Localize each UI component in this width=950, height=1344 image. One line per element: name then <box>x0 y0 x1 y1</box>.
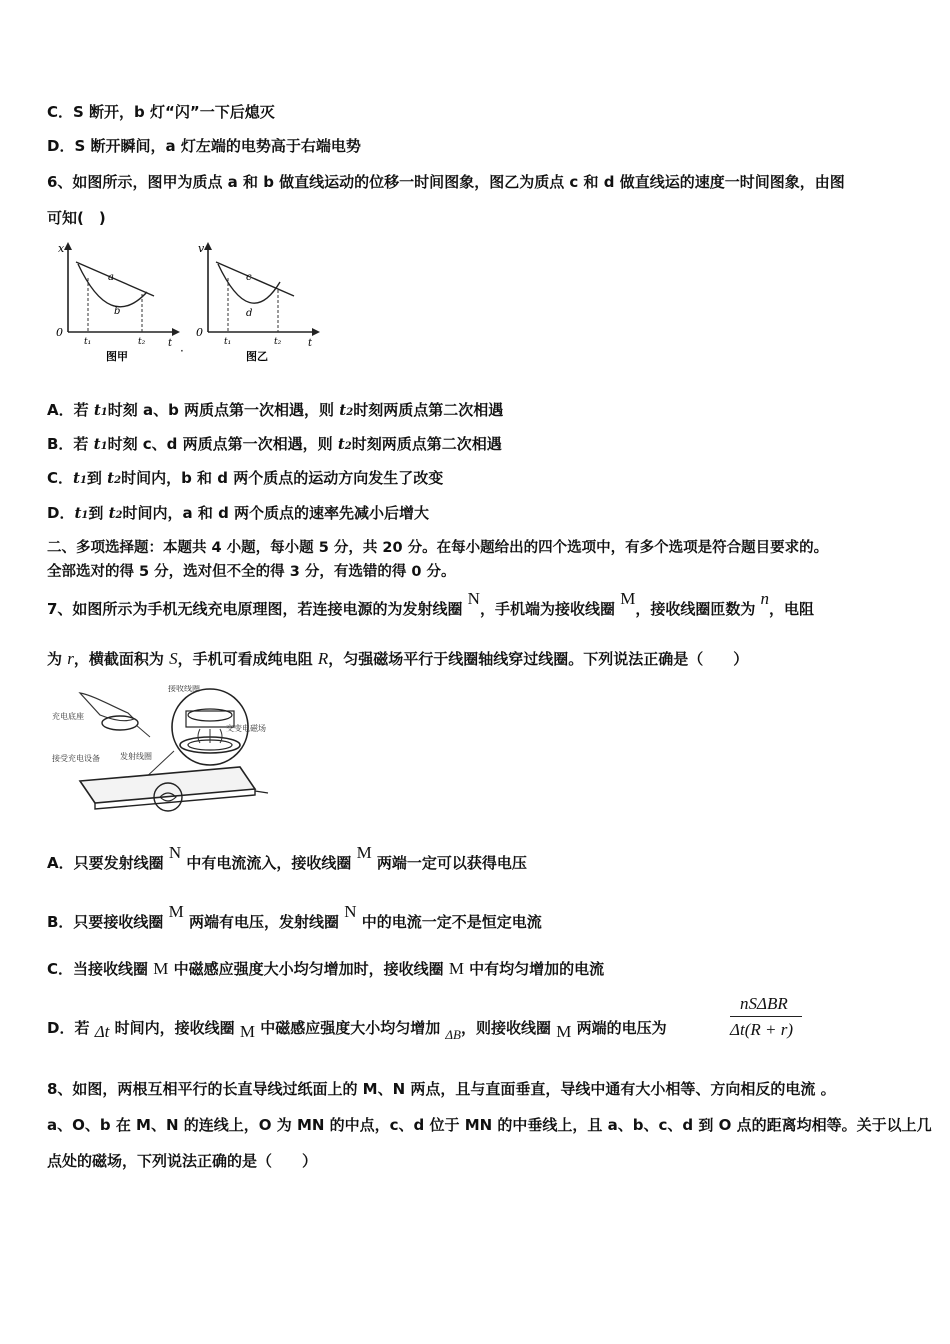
q6-option-a <box>47 400 503 423</box>
t2-label: t₂ <box>138 337 146 347</box>
text: 到 <box>86 469 108 487</box>
sub: 1 <box>81 510 89 521</box>
text: ，手机端为接收线圈 <box>479 600 621 618</box>
text: 时刻 a、b 两质点第一次相遇，则 <box>107 401 340 419</box>
label-transmit-coil: 发射线圈 <box>120 752 152 761</box>
y-arrow <box>64 242 72 250</box>
q5-option-c: C．S 断开，b 灯“闪”一下后熄灭 <box>47 103 275 121</box>
x-arrow <box>172 328 180 336</box>
sub: 1 <box>100 441 108 452</box>
symbol-M: M <box>556 1022 572 1041</box>
q8-stem-line3: 点处的磁场，下列说法正确的是（ ） <box>47 1152 318 1170</box>
fraction-denominator: Δt(R + r) <box>730 1020 793 1039</box>
q6-option-b <box>47 434 502 457</box>
symbol-M: M <box>153 959 169 978</box>
text: 中的电流一定不是恒定电流 <box>356 913 542 931</box>
cable <box>136 725 150 737</box>
label-field: 交变电磁场 <box>226 724 266 733</box>
text: B．只要接收线圈 <box>47 913 169 931</box>
text: 时刻 c、d 两质点第一次相遇，则 <box>107 435 338 453</box>
q8-stem-line1: 8、如图，两根互相平行的长直导线过纸面上的 M、N 两点，且与直面垂直，导线中通有大小相等、方向相反的电流 。 <box>47 1080 836 1098</box>
symbol-N: N <box>467 589 480 608</box>
text: B．若 <box>47 435 94 453</box>
fraction-bar <box>730 1016 802 1017</box>
label-receive-coil: 接收线圈 <box>168 685 200 693</box>
sub: 1 <box>79 475 87 486</box>
symbol-N: N <box>168 843 182 862</box>
symbol-dt: Δt <box>94 1022 110 1041</box>
wireless-charging-figure <box>50 685 270 820</box>
text: 为 <box>47 650 68 668</box>
q5-option-d: D．S 断开瞬间，a 灯左端的电势高于右端电势 <box>47 137 361 155</box>
base-cable <box>255 791 268 793</box>
caption-yi: 图乙 <box>246 350 268 363</box>
t-label: t <box>168 338 173 349</box>
symbol-dB: ΔB <box>445 1027 461 1042</box>
var-t: t <box>339 401 347 419</box>
symbol-M: M <box>239 1022 255 1041</box>
text: 时间内，b 和 d 两个质点的运动方向发生了改变 <box>121 469 444 487</box>
q7-option-d <box>47 1018 667 1042</box>
q8-stem-line2: a、O、b 在 M、N 的连线上，O 为 MN 的中点，c、d 位于 MN 的中垂线上，且 a、b、c、d 到 O 点的距离均相等。关于以上几 <box>47 1116 932 1134</box>
section2-line2: 全部选对的得 5 分，选对但不全的得 3 分，有选错的得 0 分。 <box>47 564 456 580</box>
y-arrow <box>204 242 212 250</box>
charging-pad-small <box>102 716 138 730</box>
caption-jia: 图甲 <box>106 350 128 363</box>
t-label: t <box>308 338 313 349</box>
q6-option-c <box>47 468 443 491</box>
q7-stem-line1 <box>47 589 815 619</box>
label-charging-base: 充电底座 <box>52 712 84 721</box>
text: D． <box>47 504 75 522</box>
graph-yi <box>190 240 320 365</box>
text: 时间内，a 和 d 两个质点的速率先减小后增大 <box>122 504 430 522</box>
symbol-r: r <box>67 649 74 668</box>
label-device: 接受充电设备 <box>52 754 100 763</box>
symbol-M: M <box>168 902 184 921</box>
y-label: v <box>198 242 205 255</box>
sub: 2 <box>115 510 123 521</box>
var-t: t <box>73 469 80 487</box>
symbol-M: M <box>448 959 464 978</box>
text: ，接收线圈匝数为 <box>635 600 761 618</box>
graph-jia <box>50 240 180 365</box>
t1-label: t₁ <box>84 337 92 347</box>
symbol-N: N <box>344 902 357 921</box>
q7-option-c <box>47 959 604 979</box>
text: 时间内，接收线圈 <box>109 1019 240 1037</box>
text: C． <box>47 469 74 487</box>
var-t: t <box>107 469 115 487</box>
text: ，电阻 <box>769 600 815 618</box>
b-label: b <box>114 306 121 317</box>
text: D．若 <box>47 1019 95 1037</box>
var-t: t <box>93 435 101 453</box>
symbol-n: n <box>760 589 770 608</box>
symbol-R: R <box>317 649 329 668</box>
text: ，则接收线圈 <box>461 1019 557 1037</box>
sub: 2 <box>346 407 354 418</box>
var-t: t <box>108 504 116 522</box>
q6-option-d <box>47 503 429 526</box>
symbol-M: M <box>620 589 636 608</box>
text: 时刻两质点第二次相遇 <box>353 401 504 419</box>
text: 7、如图所示为手机无线充电原理图，若连接电源的为发射线圈 <box>47 600 468 618</box>
curve-d <box>218 264 280 303</box>
x-arrow <box>312 328 320 336</box>
text: 中有均匀增加的电流 <box>463 960 605 978</box>
symbol-M: M <box>356 843 372 862</box>
text: ，匀强磁场平行于线圈轴线穿过线圈。下列说法正确是（ ） <box>328 650 749 668</box>
text: ，手机可看成纯电阻 <box>177 650 318 668</box>
text: A．若 <box>47 401 94 419</box>
text: 时刻两质点第二次相遇 <box>351 435 502 453</box>
text: 两端一定可以获得电压 <box>371 854 527 872</box>
q6-stem-line1: 6、如图所示，图甲为质点 a 和 b 做直线运动的位移一时间图象，图乙为质点 c 和 d 做直线运的速度一时间图象，由图 <box>47 173 845 191</box>
text: ，横截面积为 <box>73 650 170 668</box>
origin-label: 0 <box>56 326 63 339</box>
text: 两端有电压，发射线圈 <box>183 913 345 931</box>
text: C．当接收线圈 <box>47 960 154 978</box>
d-label: d <box>246 308 253 319</box>
text: 中磁感应强度大小均匀增加 <box>254 1019 446 1037</box>
c-label: c <box>246 272 252 283</box>
sub: 2 <box>114 475 122 486</box>
var-t: t <box>74 504 82 522</box>
text: 到 <box>88 504 109 522</box>
symbol-S: S <box>169 649 178 668</box>
y-label: x <box>58 242 65 255</box>
q7-stem-line2 <box>47 649 748 669</box>
fraction-numerator: nSΔBR <box>740 994 788 1013</box>
t2-label: t₂ <box>274 337 282 347</box>
var-t: t <box>93 401 101 419</box>
separator-dot: · <box>180 344 184 358</box>
text: A．只要发射线圈 <box>47 854 169 872</box>
sub: 2 <box>344 441 352 452</box>
var-t: t <box>337 435 345 453</box>
a-label: a <box>108 272 114 283</box>
section2-line1: 二、多项选择题：本题共 4 小题，每小题 5 分，共 20 分。在每小题给出的四个选项中，有多个选项是符合题目要求的。 <box>47 540 829 556</box>
q7-option-a <box>47 843 527 873</box>
text: 中有电流流入，接收线圈 <box>181 854 357 872</box>
q7-option-b <box>47 902 542 932</box>
q6-stem-line2: 可知( ) <box>47 209 106 227</box>
text: 两端的电压为 <box>571 1019 667 1037</box>
origin-label: 0 <box>196 326 203 339</box>
sub: 1 <box>100 407 108 418</box>
text: 中磁感应强度大小均匀增加时，接收线圈 <box>168 960 449 978</box>
t1-label: t₁ <box>224 337 232 347</box>
